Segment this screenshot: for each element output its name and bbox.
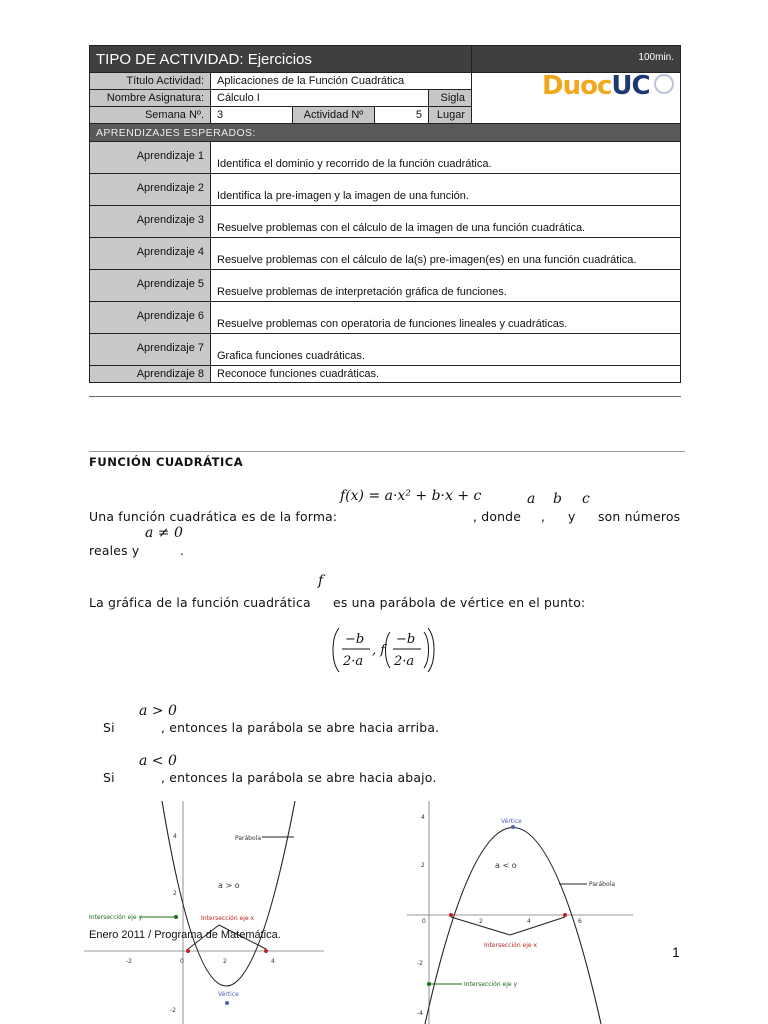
aprendizaje-label: Aprendizaje 2 xyxy=(90,174,211,206)
condition-label: a < o xyxy=(495,861,517,870)
aprendizaje-text: Resuelve problemas con operatoria de funciones lineales y cuadráticas. xyxy=(211,302,681,334)
paragraph-2a: La gráfica de la función cuadrática xyxy=(89,595,311,610)
tick-y: 2 xyxy=(173,890,177,897)
logo-text-uc: UC xyxy=(611,71,650,101)
section-title: FUNCIÓN CUADRÁTICA xyxy=(89,455,244,469)
coef-c: c xyxy=(582,491,590,507)
duoc-logo xyxy=(472,73,681,124)
tick-x: 2 xyxy=(223,958,227,965)
svg-text:−b: −b xyxy=(345,632,365,647)
svg-text:2·a: 2·a xyxy=(343,654,364,669)
tick-y: -4 xyxy=(417,1010,423,1017)
titulo-label: Título Actividad: xyxy=(90,73,211,90)
quadratic-formula: f(x) = a·x² + b·x + c xyxy=(340,488,482,504)
opens-up-text: , entonces la parábola se abre hacia arriba. xyxy=(161,720,440,735)
titulo-value: Aplicaciones de la Función Cuadrática xyxy=(211,73,472,90)
divider-line xyxy=(89,396,681,397)
condition-a-negative: a < 0 xyxy=(139,753,177,769)
aprendizaje-label: Aprendizaje 7 xyxy=(90,334,211,366)
function-f: f xyxy=(318,573,324,589)
semana-label: Semana Nº. xyxy=(90,107,211,124)
paragraph-1e: son números xyxy=(598,509,681,524)
aprendizaje-text: Identifica la pre-imagen y la imagen de una función. xyxy=(211,174,681,206)
intercept-x-label: Intersección eje x xyxy=(201,915,255,922)
paragraph-2b: es una parábola de vértice en el punto: xyxy=(333,595,586,610)
divider-line xyxy=(89,451,685,452)
aprendizaje-text: Reconoce funciones cuadráticas. xyxy=(211,366,681,383)
paragraph-1d: y xyxy=(568,509,576,524)
tick-x: 0 xyxy=(180,958,184,965)
tick-y: 4 xyxy=(421,814,425,821)
tick-x: 6 xyxy=(578,918,582,925)
actividad-value: 5 xyxy=(375,107,429,124)
si-label: Si xyxy=(103,720,115,735)
aprendizaje-label: Aprendizaje 4 xyxy=(90,238,211,270)
graph-a-positive xyxy=(84,801,324,1024)
page-number: 1 xyxy=(672,944,680,960)
svg-text:−b: −b xyxy=(396,632,416,647)
vertex-label: Vértice xyxy=(501,818,522,825)
svg-text:2·a: 2·a xyxy=(394,654,415,669)
condition-label: a > o xyxy=(218,881,240,890)
aprendizaje-label: Aprendizaje 3 xyxy=(90,206,211,238)
intercept-y-label: Intersección eje y xyxy=(464,981,518,988)
asignatura-label: Nombre Asignatura: xyxy=(90,90,211,107)
tick-y: -2 xyxy=(417,960,423,967)
tick-x: 2 xyxy=(479,918,483,925)
aprendizaje-text: Identifica el dominio y recorrido de la función cuadrática. xyxy=(211,142,681,174)
lugar-label: Lugar xyxy=(429,107,472,124)
aprendizaje-text: Resuelve problemas con el cálculo de la(s) pre-imagen(es) en una función cuadrática. xyxy=(211,238,681,270)
activity-type-title: TIPO DE ACTIVIDAD: Ejercicios xyxy=(90,46,472,73)
coef-b: b xyxy=(553,491,562,507)
aprendizajes-heading: APRENDIZAJES ESPERADOS: xyxy=(90,124,681,142)
tick-x: 4 xyxy=(527,918,531,925)
aprendizaje-text: Resuelve problemas con el cálculo de la imagen de una función cuadrática. xyxy=(211,206,681,238)
actividad-label: Actividad Nº xyxy=(293,107,375,124)
paragraph-1a: Una función cuadrática es de la forma: xyxy=(89,509,338,524)
paragraph-1c: , xyxy=(541,509,546,524)
parabola-label: Parábola xyxy=(589,881,615,888)
coef-a: a xyxy=(527,491,536,507)
svg-text:, f: , f xyxy=(372,643,386,658)
duration-label: 100min. xyxy=(472,46,681,73)
logo-text-duoc: Duoc xyxy=(542,71,612,101)
tick-y: 2 xyxy=(421,862,425,869)
paragraph-1g: . xyxy=(180,543,185,558)
aprendizaje-label: Aprendizaje 1 xyxy=(90,142,211,174)
sigla-label: Sigla xyxy=(429,90,472,107)
tick-y: 4 xyxy=(173,833,177,840)
asignatura-value: Cálculo I xyxy=(211,90,429,107)
semana-value: 3 xyxy=(211,107,293,124)
vertex-formula xyxy=(330,626,436,674)
tick-x: 0 xyxy=(422,918,426,925)
aprendizaje-label: Aprendizaje 5 xyxy=(90,270,211,302)
activity-header-table xyxy=(89,45,681,383)
footer-text: Enero 2011 / Programa de Matemática. xyxy=(89,929,281,941)
intercept-x-label: Intersección eje x xyxy=(484,942,538,949)
condition-a-positive: a > 0 xyxy=(139,703,177,719)
tick-y: -2 xyxy=(170,1007,176,1014)
tick-x: 4 xyxy=(271,958,275,965)
aprendizaje-text: Grafica funciones cuadráticas. xyxy=(211,334,681,366)
paragraph-1b: , donde xyxy=(473,509,522,524)
parabola-label: Parábola xyxy=(235,835,261,842)
si-label: Si xyxy=(103,770,115,785)
aprendizaje-label: Aprendizaje 8 xyxy=(90,366,211,383)
intercept-y-label: Intersección eje y xyxy=(89,914,143,921)
opens-down-text: , entonces la parábola se abre hacia abajo. xyxy=(161,770,437,785)
tick-x: -2 xyxy=(126,958,132,965)
paragraph-1f: reales y xyxy=(89,543,140,558)
aprendizaje-text: Resuelve problemas de interpretación gráfica de funciones. xyxy=(211,270,681,302)
graph-a-negative xyxy=(407,801,633,1024)
vertex-label: Vértice xyxy=(218,991,239,998)
seal-icon xyxy=(654,74,674,94)
a-not-zero: a ≠ 0 xyxy=(145,525,183,541)
aprendizaje-label: Aprendizaje 6 xyxy=(90,302,211,334)
